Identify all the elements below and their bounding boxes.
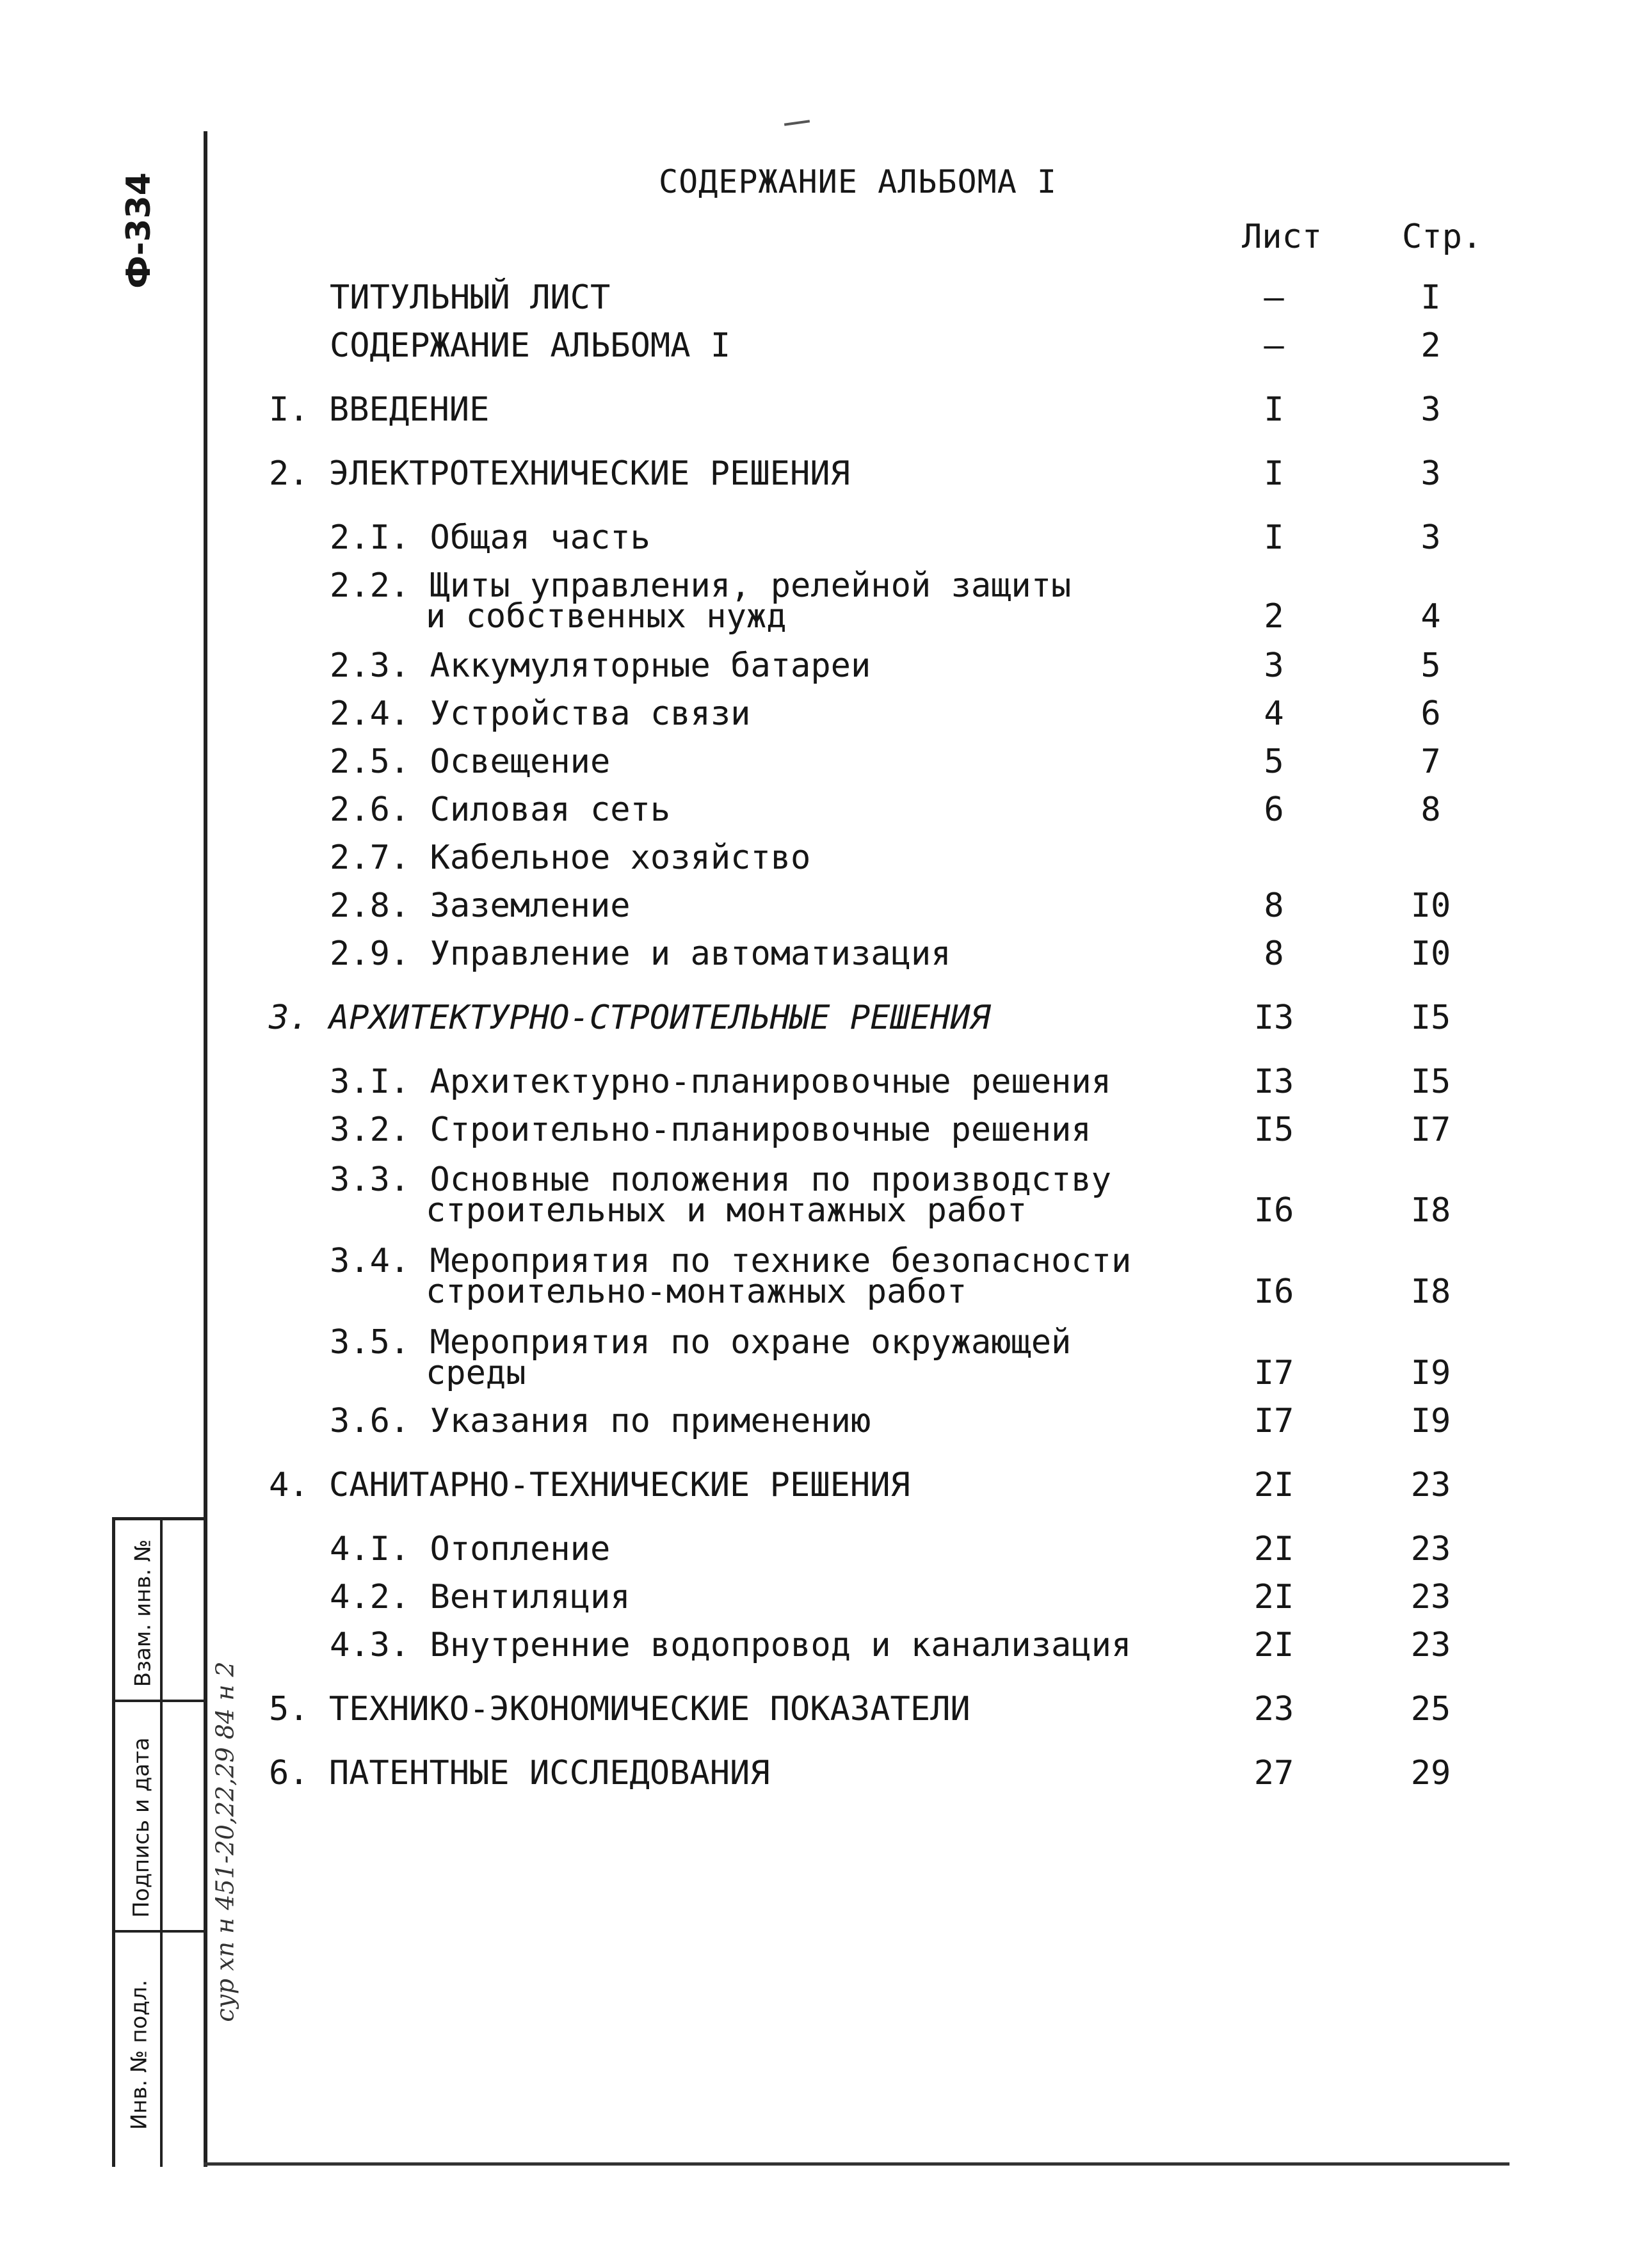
toc-label: 2.7. Кабельное хозяйство — [330, 839, 811, 877]
toc-label: СОДЕРЖАНИЕ АЛЬБОМА I — [330, 326, 731, 365]
toc-page: 7 — [1421, 743, 1441, 781]
toc-label: 2.4. Устройства связи — [330, 695, 751, 733]
stamp-divider — [115, 1700, 205, 1702]
toc-page: 3 — [1421, 519, 1441, 557]
toc-label: 3.4. Мероприятия по технике безопасности — [330, 1242, 1132, 1280]
toc-sheet: 4 — [1264, 695, 1284, 733]
toc-page: I8 — [1410, 1273, 1451, 1311]
toc-label: ТИТУЛЬНЫЙ ЛИСТ — [330, 278, 611, 317]
toc-label-cont: строительно-монтажных работ — [426, 1273, 967, 1311]
toc-label: 2.8. Заземление — [330, 887, 631, 925]
stamp-replaced-inv: Взам. инв. № — [130, 1539, 156, 1687]
toc-page: 3 — [1421, 390, 1441, 429]
toc-label: 3. АРХИТЕКТУРНО-СТРОИТЕЛЬНЫЕ РЕШЕНИЯ — [269, 999, 991, 1037]
toc-sheet: 8 — [1264, 887, 1284, 925]
toc-label: 2.9. Управление и автоматизация — [330, 935, 951, 973]
top-mark — [784, 120, 810, 126]
toc-sheet: 2I — [1253, 1626, 1294, 1664]
toc-page: 23 — [1410, 1578, 1451, 1616]
toc-sheet: 2I — [1253, 1466, 1294, 1504]
stamp-sign-date: Подпись и дата — [128, 1737, 154, 1918]
toc-label: 3.3. Основные положения по производству — [330, 1161, 1111, 1199]
toc-page: I7 — [1410, 1111, 1451, 1149]
toc-label: 3.2. Строительно-планировочные решения — [330, 1111, 1091, 1149]
toc-sheet: 2 — [1264, 597, 1284, 636]
document-code: Ф-334 — [119, 172, 158, 289]
toc-label: 3.5. Мероприятия по охране окружающей — [330, 1323, 1072, 1362]
toc-label: 2.6. Силовая сеть — [330, 791, 671, 829]
toc-page: 23 — [1410, 1466, 1451, 1504]
toc-sheet: I3 — [1253, 1063, 1294, 1101]
stamp-inv-orig: Инв. № подл. — [126, 1979, 152, 2130]
toc-page: I9 — [1410, 1402, 1451, 1440]
toc-page: I0 — [1410, 935, 1451, 973]
toc-sheet: 5 — [1264, 743, 1284, 781]
toc-page: 29 — [1410, 1754, 1451, 1792]
handwritten-note: сур хп н 451-20,22,29 84 н 2 — [211, 1661, 239, 2022]
toc-page: I8 — [1410, 1191, 1451, 1230]
toc-page: I0 — [1410, 887, 1451, 925]
toc-page: I — [1421, 278, 1441, 317]
toc-sheet: 23 — [1253, 1690, 1294, 1728]
toc-label: 4. САНИТАРНО-ТЕХНИЧЕСКИЕ РЕШЕНИЯ — [269, 1466, 910, 1504]
toc-label: 5. ТЕХНИКО-ЭКОНОМИЧЕСКИЕ ПОКАЗАТЕЛИ — [269, 1690, 970, 1728]
toc-label: 6. ПАТЕНТНЫЕ ИССЛЕДОВАНИЯ — [269, 1754, 770, 1792]
toc-label-cont: строительных и монтажных работ — [426, 1191, 1027, 1230]
toc-page: 2 — [1421, 326, 1441, 365]
toc-page: I5 — [1410, 1063, 1451, 1101]
toc-sheet: 6 — [1264, 791, 1284, 829]
toc-sheet: I6 — [1253, 1273, 1294, 1311]
toc-label: 4.I. Отопление — [330, 1530, 611, 1568]
toc-sheet: I7 — [1253, 1402, 1294, 1440]
toc-label: 2.3. Аккумуляторные батареи — [330, 647, 871, 685]
toc-sheet: I — [1264, 390, 1284, 429]
toc-page: I9 — [1410, 1354, 1451, 1392]
toc-sheet: 3 — [1264, 647, 1284, 685]
toc-label: 2.2. Щиты управления, релейной защиты — [330, 567, 1072, 605]
toc-label: 2.5. Освещение — [330, 743, 611, 781]
toc-label: I. ВВЕДЕНИЕ — [269, 390, 490, 429]
toc-label: 3.I. Архитектурно-планировочные решения — [330, 1063, 1111, 1101]
toc-label-cont: среды — [426, 1354, 526, 1392]
toc-label: 4.3. Внутренние водопровод и канализация — [330, 1626, 1132, 1664]
toc-page: 25 — [1410, 1690, 1451, 1728]
toc-sheet: – — [1264, 278, 1284, 317]
toc-page: 4 — [1421, 597, 1441, 636]
toc-sheet: I — [1264, 519, 1284, 557]
toc-page: I5 — [1410, 999, 1451, 1037]
toc-page: 6 — [1421, 695, 1441, 733]
toc-page: 23 — [1410, 1530, 1451, 1568]
toc-label: 4.2. Вентиляция — [330, 1578, 631, 1616]
toc-page: 5 — [1421, 647, 1441, 685]
toc-sheet: I7 — [1253, 1354, 1294, 1392]
toc-label: 3.6. Указания по применению — [330, 1402, 871, 1440]
toc-sheet: 2I — [1253, 1530, 1294, 1568]
toc-sheet: 2I — [1253, 1578, 1294, 1616]
column-header-sheet: Лист — [1242, 218, 1323, 256]
toc-sheet: I5 — [1253, 1111, 1294, 1149]
page-title: СОДЕРЖАНИЕ АЛЬБОМА I — [658, 163, 1058, 200]
toc-label-cont: и собственных нужд — [426, 597, 787, 636]
toc-sheet: 27 — [1253, 1754, 1294, 1792]
toc-sheet: I3 — [1253, 999, 1294, 1037]
toc-page: 8 — [1421, 791, 1441, 829]
toc-label: 2. ЭЛЕКТРОТЕХНИЧЕСКИЕ РЕШЕНИЯ — [269, 454, 850, 493]
toc-sheet: I6 — [1253, 1191, 1294, 1230]
toc-page: 3 — [1421, 454, 1441, 493]
toc-sheet: – — [1264, 326, 1284, 365]
toc-sheet: I — [1264, 454, 1284, 493]
toc-label: 2.I. Общая часть — [330, 519, 650, 557]
toc-page: 23 — [1410, 1626, 1451, 1664]
frame-border-bottom — [204, 2162, 1509, 2166]
stamp-divider — [115, 1930, 205, 1933]
toc-sheet: 8 — [1264, 935, 1284, 973]
column-header-page: Стр. — [1402, 218, 1483, 256]
